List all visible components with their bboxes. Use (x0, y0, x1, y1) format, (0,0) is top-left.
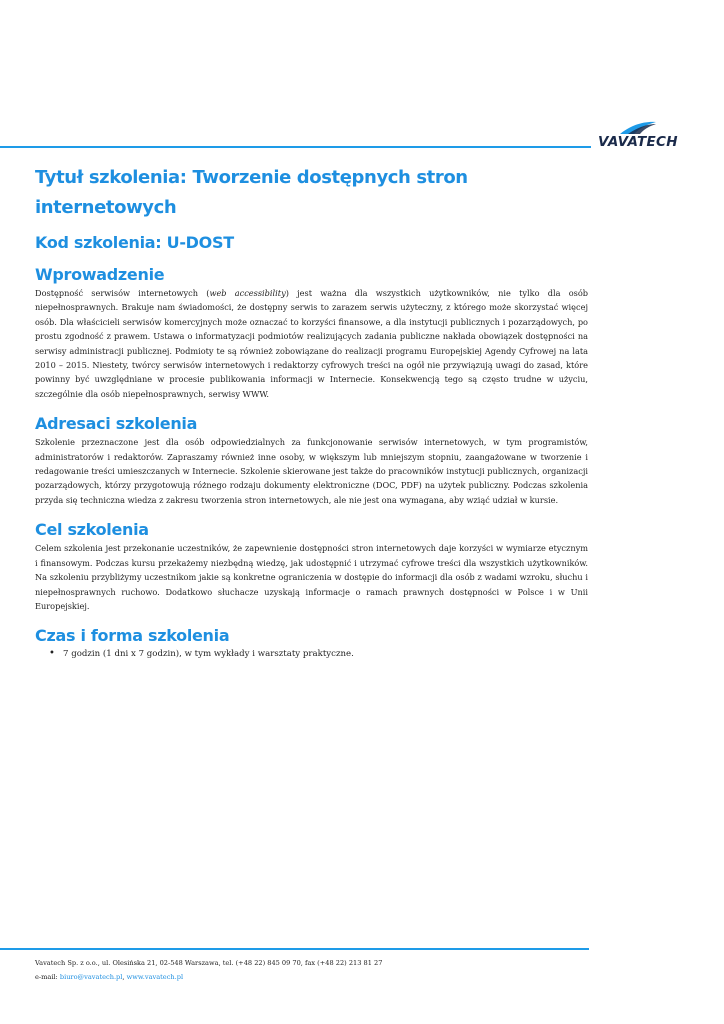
audience-paragraph: Szkolenie przeznaczone jest dla osób odpowiedzialnych za funkcjonowanie serwisów internetowych, w tym programistów, administratorów i redaktorów. Zapraszamy również inne osoby, w większym lub mniejszym stopniu, zaangażowane w tworzenie i redagowanie treści umieszczanych w Internecie. Szkolenie skierowane jest także do pracowników instytucji publicznych, organizacji pozarządowych, którzy przygotowują różnego rodzaju dokumenty elektroniczne (DOC, PDF) na użytek publiczny. Podczas szkolenia przyda się techniczna wiedza z zakresu tworzenia stron internetowych, ale nie jest ona wymagana, aby wziąć udział w kursie. (35, 437, 588, 505)
email-label: e-mail: (35, 972, 60, 981)
contact-separator: , (122, 972, 127, 981)
bullet-icon: • (49, 648, 55, 660)
header-rule (0, 146, 591, 148)
section-heading-time: Czas i forma szkolenia (35, 626, 230, 646)
footer (35, 957, 382, 984)
intro-text-emphasis: web accessibility (209, 288, 286, 298)
footer-rule (0, 948, 589, 950)
website-link[interactable]: www.vavatech.pl (126, 972, 184, 981)
goal-paragraph: Celem szkolenia jest przekonanie uczestników, że zapewnienie dostępności stron internetowych daje korzyści w wymiarze etycznym i finansowym. Podczas kursu przekażemy niezbędną wiedzę, jak udostępnić i utrzymać cyfrowe treści dla wszystkich użytkowników. Na szkoleniu przybliżymy uczestnikom jakie są konkretne ograniczenia w dostępie do informacji dla osób z wadami wzroku, słuchu i niepełnosprawnych ruchowo. Dodatkowo słuchacze uzyskają informacje o ramach prawnych dostępności w Polsce i w Unii Europejskiej. (35, 543, 588, 611)
page-title: Tytuł szkolenia: Tworzenie dostępnych stron internetowych (35, 167, 468, 218)
logo-text: VAVATECH (598, 134, 678, 150)
intro-text-end: ) jest ważna dla wszystkich użytkowników, nie tylko dla osób niepełnosprawnych. Brakuje nam świadomości, że dostępny serwis to zarazem serwis użyteczny, z którego może skorzystać więcej osób. Dla właścicieli serwisów komercyjnych może oznaczać to korzyści finansowe, a dla instytucji publicznych i pozarządowych, po prostu zgodność z prawem. Ustawa o informatyzacji podmiotów realizujących zadania publiczne nakłada obowiązek dostępności na serwisy administracji publicznej. Podmioty te są również zobowiązane do realizacji programu Europejskiej Agendy Cyfrowej na lata 2010 – 2015. Niestety, twórcy serwisów internetowych i redaktorzy cyfrowych treści na ogół nie przywiązują uwagi do zasad, które powinny być uwzględniane w procesie publikowania informacji w Internecie. Konsekwencją tego są często trudne w użyciu, szczególnie dla osób niepełnosprawnych, serwisy WWW. (35, 288, 589, 399)
section-heading-goal: Cel szkolenia (35, 520, 149, 540)
list-item-text: 7 godzin (1 dni x 7 godzin), w tym wykłady i warsztaty praktyczne. (63, 649, 354, 660)
vavatech-logo (598, 121, 692, 153)
section-heading-intro: Wprowadzenie (35, 265, 165, 284)
email-link[interactable]: biuro@vavatech.pl (59, 972, 123, 981)
time-list (35, 647, 588, 661)
footer-address: Vavatech Sp. z o.o., ul. Olesińska 21, 02-548 Warszawa, tel. (+48 22) 845 09 70, fax (+48 22) 213 81 27 (35, 959, 383, 967)
footer-contact (35, 971, 382, 985)
document-body (35, 163, 588, 661)
intro-paragraph (35, 286, 588, 401)
section-heading-audience: Adresaci szkolenia (35, 414, 198, 434)
intro-text-start: Dostępność serwisów internetowych ( (35, 288, 210, 298)
course-code: Kod szkolenia: U-DOST (35, 233, 234, 252)
list-item (35, 647, 588, 661)
